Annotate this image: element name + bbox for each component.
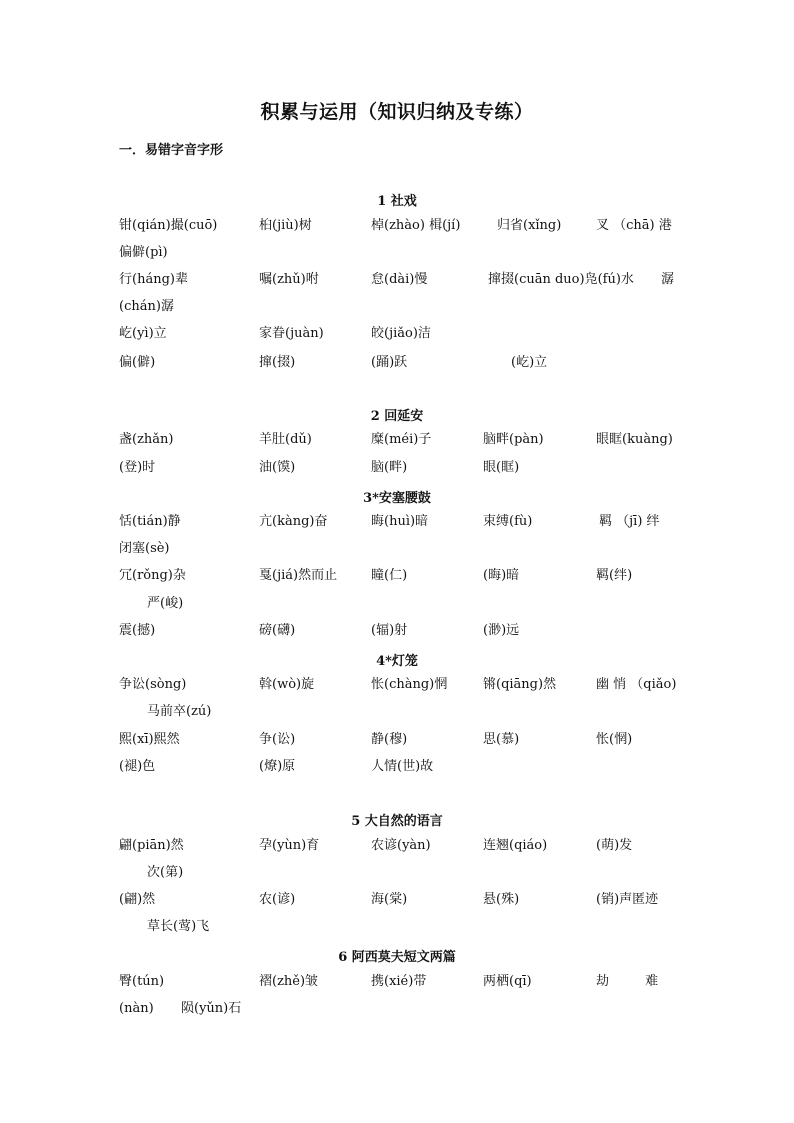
vocab-item: (辐)射 (371, 623, 408, 638)
vocab-item: (chán)潺 (119, 299, 174, 314)
vocab-item: 叉 （chā) 港 (596, 218, 672, 233)
vocab-item: 孕(yùn)育 (259, 838, 320, 853)
vocab-item: 幽 悄 （qiǎo) (596, 677, 677, 692)
vocab-item: 冗(rǒng)杂 (119, 568, 186, 583)
vocab-item: (登)时 (119, 460, 156, 475)
vocab-item: 油(馍) (259, 460, 296, 475)
vocab-item: 家眷(juàn) (259, 326, 324, 341)
vocab-item: 怠(dài)慢 (371, 272, 428, 287)
vocab-item: 臀(tún) (119, 974, 165, 989)
vocab-item: 亢(kàng)奋 (259, 514, 328, 529)
vocab-item: (nàn) (119, 1001, 154, 1016)
vocab-item: (翩)然 (119, 892, 156, 907)
vocab-item: 戛(jiá)然而止 (259, 568, 338, 583)
vocab-item: 眼(眶) (483, 460, 520, 475)
vocab-item: 斡(wò)旋 (259, 677, 315, 692)
vocab-item: 钳(qián)撮(cuō) (119, 218, 218, 233)
section-heading: 一．易错字音字形 (119, 143, 224, 158)
vocab-item: 马前卒(zú) (147, 704, 212, 719)
vocab-item: 严(峻) (147, 596, 184, 611)
vocab-item: 脑(畔) (371, 460, 408, 475)
vocab-item: 海(棠) (371, 892, 408, 907)
vocab-item: 脑畔(pàn) (483, 432, 544, 447)
vocab-item: 连翘(qiáo) (483, 838, 548, 853)
vocab-item: 屹(yì)立 (119, 326, 167, 341)
vocab-item: (屹)立 (511, 355, 548, 370)
vocab-item: 羁(绊) (596, 568, 633, 583)
vocab-item: 皎(jiǎo)洁 (371, 326, 431, 341)
vocab-item: 人情(世)故 (371, 759, 434, 774)
vocab-item: 羊肚(dǔ) (259, 432, 312, 447)
vocab-item: 两栖(qī) (483, 974, 532, 989)
vocab-item: 行(háng)辈 (119, 272, 188, 287)
vocab-item: 盏(zhǎn) (119, 432, 174, 447)
vocab-item: 偏僻(pì) (119, 245, 168, 260)
vocab-item: 棹(zhào) 楫(jí) (371, 218, 461, 233)
vocab-item: (晦)暗 (483, 568, 520, 583)
vocab-item: 草长(莺)飞 (147, 919, 210, 934)
lesson-title: 3*安塞腰鼓 (363, 491, 431, 506)
vocab-item: 携(xié)带 (371, 974, 427, 989)
vocab-item: (燎)原 (259, 759, 296, 774)
vocab-item: 农(谚) (259, 892, 296, 907)
vocab-item: (踊)跃 (371, 355, 408, 370)
vocab-item: 争(讼) (259, 732, 296, 747)
vocab-item: (褪)色 (119, 759, 156, 774)
vocab-item: 闭塞(sè) (119, 541, 170, 556)
vocab-item: 锵(qiāng)然 (483, 677, 557, 692)
vocab-item: 嘱(zhǔ)咐 (259, 272, 319, 287)
vocab-item: 熙(xī)熙然 (119, 732, 180, 747)
vocab-item: 争讼(sòng) (119, 677, 187, 692)
vocab-item: 眼眶(kuàng) (596, 432, 673, 447)
lesson-title: 5 大自然的语言 (351, 814, 443, 829)
vocab-item: (销)声匿迹 (596, 892, 659, 907)
vocab-item: 撺掇(cuān duo)凫(fú)水 (488, 272, 634, 287)
vocab-item: 静(穆) (371, 732, 408, 747)
vocab-item: 偏(僻) (119, 355, 156, 370)
vocab-item: 瞳(仁) (371, 568, 408, 583)
vocab-item: 撺(掇) (259, 355, 296, 370)
vocab-item: 桕(jiù)树 (259, 218, 312, 233)
lesson-title: 6 阿西莫夫短文两篇 (338, 950, 456, 965)
vocab-item: 糜(méi)子 (371, 432, 432, 447)
lesson-title: 1 社戏 (377, 194, 417, 209)
vocab-item: 恬(tián)静 (119, 514, 181, 529)
vocab-item: (萌)发 (596, 838, 633, 853)
lesson-title: 2 回延安 (370, 409, 424, 424)
vocab-item: 陨(yǔn)石 (181, 1001, 242, 1016)
vocab-item: 震(撼) (119, 623, 156, 638)
vocab-item: 翩(piān)然 (119, 838, 184, 853)
lesson-title: 4*灯笼 (376, 654, 418, 669)
vocab-item: 怅(chàng)惘 (371, 677, 448, 692)
vocab-item: 羁 （jī) 绊 (599, 514, 660, 529)
vocab-item: 怅(惘) (596, 732, 633, 747)
vocab-item: (渺)远 (483, 623, 520, 638)
vocab-item: 农谚(yàn) (371, 838, 431, 853)
vocab-item: 归省(xǐng) (497, 218, 562, 233)
vocab-item: 次(第) (147, 865, 184, 880)
vocab-item: 思(慕) (483, 732, 520, 747)
vocab-item: 潺 (661, 272, 675, 287)
vocab-item: 束缚(fù) (483, 514, 533, 529)
vocab-item: 劫 难 (596, 974, 659, 989)
vocab-item: 晦(huì)暗 (371, 514, 429, 529)
vocab-item: 褶(zhě)皱 (259, 974, 319, 989)
vocab-item: 磅(礴) (259, 623, 296, 638)
page-title: 积累与运用（知识归纳及专练） (260, 101, 534, 123)
vocab-item: 悬(殊) (483, 892, 520, 907)
